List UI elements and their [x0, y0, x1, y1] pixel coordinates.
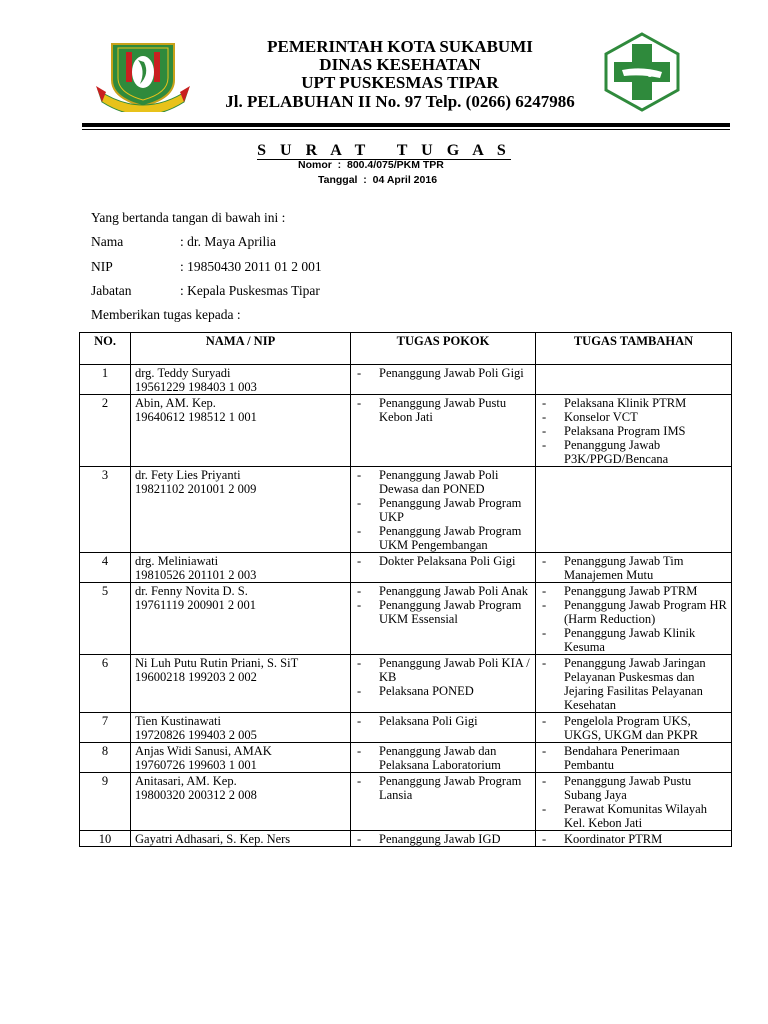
header-name-nip: NAMA / NIP — [131, 333, 351, 365]
staff-nip: 19821102 201001 2 009 — [135, 482, 257, 496]
table-row — [80, 467, 732, 553]
extra-task-list — [540, 584, 727, 654]
main-task-cell — [351, 365, 536, 395]
staff-nip: 19800320 200312 2 008 — [135, 788, 257, 802]
header-extra-task: TUGAS TAMBAHAN — [536, 333, 732, 365]
main-task-cell — [351, 467, 536, 553]
main-task-item: - Penanggung Jawab dan Pelaksana Laboratorium — [355, 744, 531, 772]
main-task-list — [355, 774, 531, 802]
main-task-cell — [351, 743, 536, 773]
extra-task-list — [540, 396, 727, 466]
staff-name: Anjas Widi Sanusi, AMAK — [135, 744, 272, 758]
main-task-list — [355, 656, 531, 698]
staff-cell — [131, 713, 351, 743]
main-task-cell — [351, 655, 536, 713]
extra-task-item: - Penanggung Jawab Program HR (Harm Reduction) — [540, 598, 727, 626]
main-task-item: - Pelaksana Poli Gigi — [355, 714, 531, 728]
table-row — [80, 713, 732, 743]
main-task-list — [355, 714, 531, 728]
extra-task-list — [540, 744, 727, 772]
staff-name: Gayatri Adhasari, S. Kep. Ners — [135, 832, 291, 846]
extra-task-list — [540, 714, 727, 742]
puskesmas-logo — [600, 32, 684, 112]
extra-task-cell — [536, 773, 732, 831]
extra-task-list — [540, 554, 727, 582]
document-title: S U R A T T U G A S — [257, 142, 511, 159]
main-task-list — [355, 468, 531, 552]
table-row — [80, 831, 732, 847]
staff-cell — [131, 743, 351, 773]
intro-text: Yang bertanda tangan di bawah ini : — [91, 210, 286, 225]
row-number: 7 — [80, 713, 131, 743]
extra-task-cell — [536, 743, 732, 773]
main-task-cell — [351, 395, 536, 467]
main-task-list — [355, 554, 531, 568]
assign-text: Memberikan tugas kepada : — [91, 307, 241, 322]
staff-cell — [131, 395, 351, 467]
staff-nip: 19600218 199203 2 002 — [135, 670, 257, 684]
extra-task-cell — [536, 395, 732, 467]
staff-name: Anitasari, AM. Kep. — [135, 774, 237, 788]
staff-cell — [131, 553, 351, 583]
extra-task-item: - Pelaksana Klinik PTRM — [540, 396, 727, 410]
row-number: 6 — [80, 655, 131, 713]
staff-nip: 19760726 199603 1 001 — [135, 758, 257, 772]
main-task-item: - Penanggung Jawab IGD — [355, 832, 531, 846]
row-number: 1 — [80, 365, 131, 395]
staff-cell — [131, 773, 351, 831]
main-task-item: - Penanggung Jawab Program UKP — [355, 496, 531, 524]
table-row — [80, 365, 732, 395]
extra-task-cell — [536, 467, 732, 553]
letterhead-government: PEMERINTAH KOTA SUKABUMI — [267, 37, 533, 56]
main-task-item: - Penanggung Jawab Pustu Kebon Jati — [355, 396, 531, 424]
main-task-cell — [351, 713, 536, 743]
table-header-row — [80, 333, 732, 365]
staff-name: Tien Kustinawati — [135, 714, 221, 728]
signer-nip-label: NIP — [91, 259, 113, 274]
document-date: Tanggal : 04 April 2016 — [318, 174, 438, 186]
assignment-table — [79, 332, 732, 847]
main-task-item: - Penanggung Jawab Poli Dewasa dan PONED — [355, 468, 531, 496]
table-row — [80, 395, 732, 467]
extra-task-list — [540, 656, 727, 712]
extra-task-item: - Penanggung Jawab Jaringan Pelayanan Puskesmas dan Jejaring Fasilitas Pelayanan Kesehatan — [540, 656, 727, 712]
extra-task-item: - Konselor VCT — [540, 410, 727, 424]
staff-cell — [131, 467, 351, 553]
staff-cell — [131, 831, 351, 847]
document-number: Nomor : 800.4/075/PKM TPR — [298, 159, 444, 171]
row-number: 2 — [80, 395, 131, 467]
staff-name: dr. Fenny Novita D. S. — [135, 584, 248, 598]
table-row — [80, 583, 732, 655]
extra-task-item: - Penanggung Jawab PTRM — [540, 584, 727, 598]
main-task-item: - Penanggung Jawab Program Lansia — [355, 774, 531, 802]
signer-name-label: Nama — [91, 234, 124, 249]
extra-task-list — [540, 774, 727, 830]
extra-task-item: - Penanggung Jawab Tim Manajemen Mutu — [540, 554, 727, 582]
table-row — [80, 773, 732, 831]
staff-name: Ni Luh Putu Rutin Priani, S. SiT — [135, 656, 299, 670]
main-task-list — [355, 366, 531, 380]
letterhead-unit: UPT PUSKESMAS TIPAR — [301, 73, 499, 92]
extra-task-cell — [536, 365, 732, 395]
staff-cell — [131, 583, 351, 655]
letterhead-divider-thin — [82, 129, 730, 130]
signer-name-value: : dr. Maya Aprilia — [180, 234, 276, 249]
staff-cell — [131, 365, 351, 395]
main-task-item: - Penanggung Jawab Program UKM Essensial — [355, 598, 531, 626]
main-task-list — [355, 832, 531, 846]
main-task-item: - Penanggung Jawab Poli KIA / KB — [355, 656, 531, 684]
extra-task-item: - Pengelola Program UKS, UKGS, UKGM dan PKPR — [540, 714, 727, 742]
extra-task-item: - Koordinator PTRM — [540, 832, 727, 846]
table-row — [80, 743, 732, 773]
main-task-cell — [351, 583, 536, 655]
letterhead-department: DINAS KESEHATAN — [319, 55, 481, 74]
signer-nip-value: : 19850430 2011 01 2 001 — [180, 259, 322, 274]
signer-position-value: : Kepala Puskesmas Tipar — [180, 283, 320, 298]
staff-cell — [131, 655, 351, 713]
letterhead — [200, 38, 600, 112]
main-task-cell — [351, 553, 536, 583]
staff-name: Abin, AM. Kep. — [135, 396, 216, 410]
row-number: 9 — [80, 773, 131, 831]
staff-nip: 19561229 198403 1 003 — [135, 380, 257, 394]
row-number: 4 — [80, 553, 131, 583]
staff-nip: 19810526 201101 2 003 — [135, 568, 257, 582]
main-task-list — [355, 396, 531, 424]
extra-task-cell — [536, 553, 732, 583]
extra-task-item: - Pelaksana Program IMS — [540, 424, 727, 438]
extra-task-item: - Perawat Komunitas Wilayah Kel. Kebon Jati — [540, 802, 727, 830]
row-number: 8 — [80, 743, 131, 773]
staff-name: drg. Teddy Suryadi — [135, 366, 231, 380]
staff-nip: 19761119 200901 2 001 — [135, 598, 256, 612]
table-row — [80, 655, 732, 713]
main-task-cell — [351, 773, 536, 831]
extra-task-item: - Penanggung Jawab Pustu Subang Jaya — [540, 774, 727, 802]
staff-nip: 19720826 199403 2 005 — [135, 728, 257, 742]
staff-name: dr. Fety Lies Priyanti — [135, 468, 241, 482]
row-number: 10 — [80, 831, 131, 847]
main-task-cell — [351, 831, 536, 847]
letterhead-address: Jl. PELABUHAN II No. 97 Telp. (0266) 6247986 — [225, 92, 575, 111]
staff-name: drg. Meliniawati — [135, 554, 219, 568]
main-task-item: - Dokter Pelaksana Poli Gigi — [355, 554, 531, 568]
row-number: 5 — [80, 583, 131, 655]
main-task-list — [355, 584, 531, 626]
main-task-list — [355, 744, 531, 772]
staff-nip: 19640612 198512 1 001 — [135, 410, 257, 424]
main-task-item: - Penanggung Jawab Poli Anak — [355, 584, 531, 598]
extra-task-item: - Penanggung Jawab P3K/PPGD/Bencana — [540, 438, 727, 466]
main-task-item: - Pelaksana PONED — [355, 684, 531, 698]
extra-task-cell — [536, 713, 732, 743]
city-seal-logo — [94, 40, 192, 112]
extra-task-item: - Penanggung Jawab Klinik Kesuma — [540, 626, 727, 654]
header-no: NO. — [80, 333, 131, 365]
signer-position-label: Jabatan — [91, 283, 132, 298]
main-task-item: - Penanggung Jawab Poli Gigi — [355, 366, 531, 380]
extra-task-list — [540, 832, 727, 846]
row-number: 3 — [80, 467, 131, 553]
header-main-task: TUGAS POKOK — [351, 333, 536, 365]
extra-task-cell — [536, 655, 732, 713]
table-row — [80, 553, 732, 583]
main-task-item: - Penanggung Jawab Program UKM Pengembangan — [355, 524, 531, 552]
extra-task-item: - Bendahara Penerimaan Pembantu — [540, 744, 727, 772]
extra-task-cell — [536, 583, 732, 655]
extra-task-cell — [536, 831, 732, 847]
table-body — [80, 365, 732, 847]
letterhead-divider — [82, 123, 730, 127]
